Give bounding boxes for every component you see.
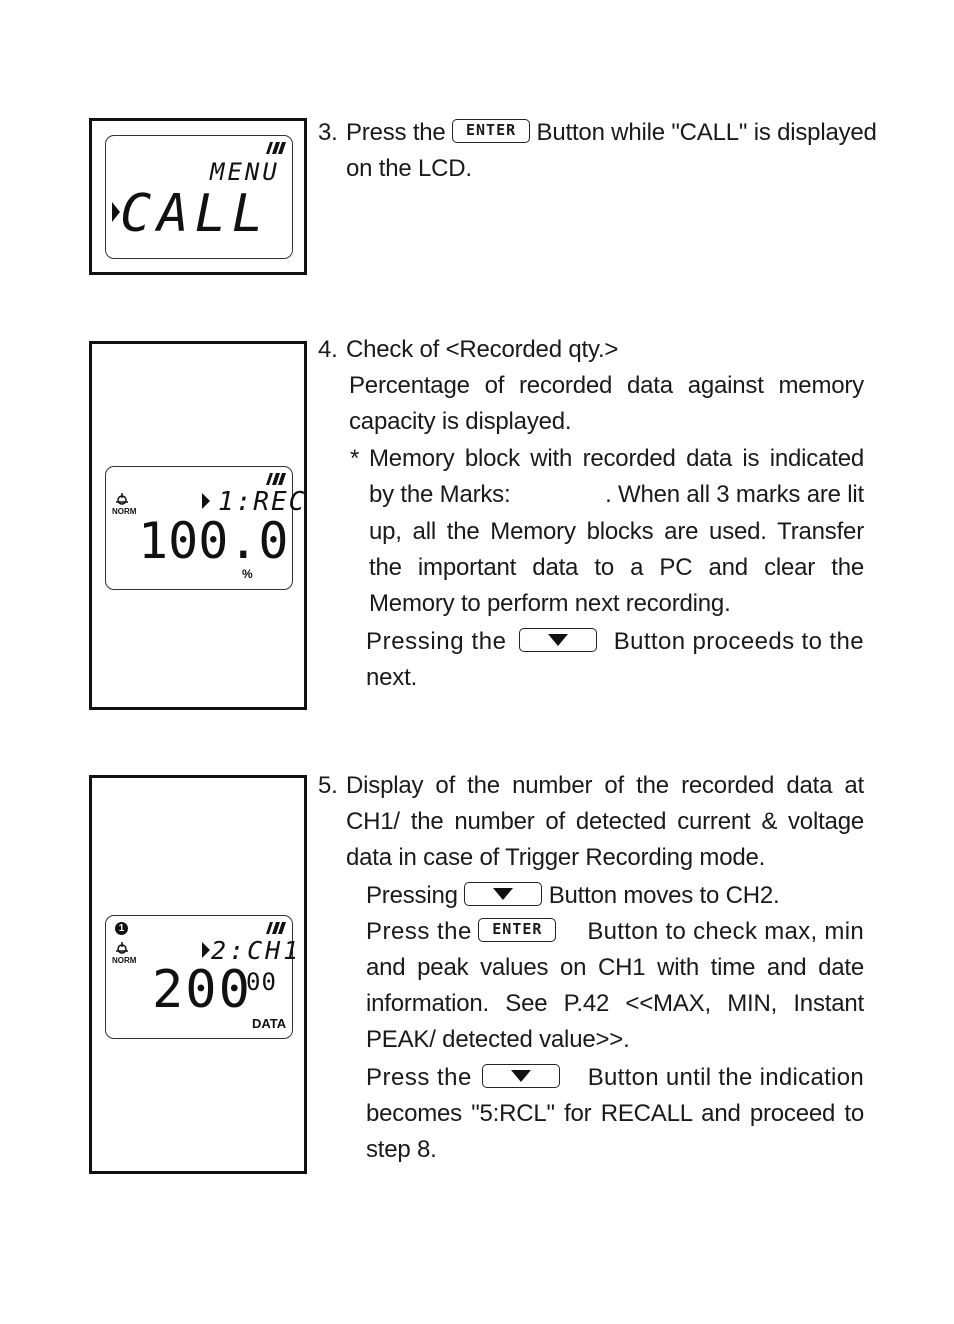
step-3-line-2: on the LCD.: [346, 155, 472, 182]
norm-label: NORM: [112, 956, 137, 965]
step-5-until-after: Button until the indication: [587, 1064, 864, 1091]
step-4-note-line-1: Memory block with recorded data is indicated: [369, 445, 864, 472]
norm-mode-icon: [115, 493, 129, 505]
step-4-number: 4.: [318, 336, 338, 363]
step-5-press-line: [366, 878, 864, 914]
step-5-enter-rest: and peak values on CH1 with time and date information. See P.42 <<MAX, MIN, Instant PEAK/ detected value>>.: [366, 954, 864, 1053]
down-button[interactable]: [519, 628, 597, 652]
step-3-number: 3.: [318, 119, 338, 146]
step-5-para-1: Display of the number of the recorded data at CH1/ the number of detected current & voltage data in case of Trigger Recording mode.: [346, 772, 864, 871]
lcd-main-text: CALL: [120, 184, 270, 244]
step-4-heading: Check of <Recorded qty.>: [346, 336, 619, 363]
step-4-note-text-before: by the Marks:: [369, 481, 511, 508]
down-arrow-icon: [511, 1070, 531, 1082]
enter-button[interactable]: ENTER: [452, 119, 530, 143]
lcd-unit: %: [242, 567, 253, 581]
lcd-sub-text: 1:REC: [218, 487, 307, 517]
step-4-note-line-2: [369, 477, 864, 513]
step-5-until-line: [366, 1060, 864, 1096]
step-4-press-line-2: next.: [366, 664, 418, 691]
lcd-screen: [105, 466, 307, 590]
lcd-menu-text: MENU: [210, 158, 280, 186]
down-button[interactable]: [464, 882, 542, 906]
step-5-enter-line: [366, 914, 864, 950]
channel-mark-text: 1: [118, 923, 125, 934]
lcd-figure-ch1: [89, 775, 307, 1174]
step-3-line-1: [346, 115, 877, 151]
norm-label: NORM: [112, 507, 137, 516]
lcd-unit: DATA: [252, 1016, 287, 1031]
step-3-text-after: Button while "CALL" is displayed: [536, 119, 877, 146]
enter-button[interactable]: ENTER: [478, 918, 556, 942]
step-5-enter-after: Button to check max, min: [587, 918, 864, 945]
down-arrow-icon: [493, 888, 513, 900]
down-arrow-icon: [548, 634, 568, 646]
step-5-press-after: Button moves to CH2.: [548, 882, 780, 909]
lcd-main-text: 200: [152, 960, 252, 1020]
channel-mark-icon: [115, 922, 128, 935]
step-4-note-star: *: [350, 445, 360, 472]
lcd-screen: [105, 135, 293, 259]
step-4-press-after: Button proceeds to the: [613, 628, 864, 655]
pointer-triangle-icon: [202, 493, 210, 509]
battery-icon: [264, 473, 286, 485]
step-5-until-before: Press the: [366, 1064, 472, 1091]
step-4-press-before: Pressing the: [366, 628, 507, 655]
step-3-text-before: Press the: [346, 119, 446, 146]
step-4-para-1: Percentage of recorded data against memory capacity is displayed.: [349, 372, 864, 435]
step-5-press-before: Pressing: [366, 882, 458, 909]
lcd-main-text: 100.0: [138, 512, 289, 570]
lcd-screen: [105, 915, 302, 1039]
pointer-triangle-icon: [112, 202, 120, 222]
down-button[interactable]: [482, 1064, 560, 1088]
step-4-note-text-after: . When all 3 marks are lit: [605, 481, 864, 508]
step-4-press-line: [366, 624, 864, 660]
step-5-enter-before: Press the: [366, 918, 472, 945]
step-4-note-rest: up, all the Memory blocks are used. Transfer the important data to a PC and clear the Memory to perform next recording.: [369, 518, 864, 617]
lcd-figure-call: [89, 118, 307, 275]
step-5-until-rest: becomes "5:RCL" for RECALL and proceed to step 8.: [366, 1100, 864, 1163]
battery-icon: [264, 922, 286, 934]
lcd-figure-rec: [89, 341, 307, 710]
step-5-number: 5.: [318, 772, 338, 799]
pointer-triangle-icon: [202, 942, 210, 958]
lcd-sub-text: 2:CH1: [211, 936, 302, 965]
norm-mode-icon: [115, 942, 129, 954]
lcd-super-text: 00: [246, 968, 277, 996]
battery-icon: [264, 142, 286, 154]
